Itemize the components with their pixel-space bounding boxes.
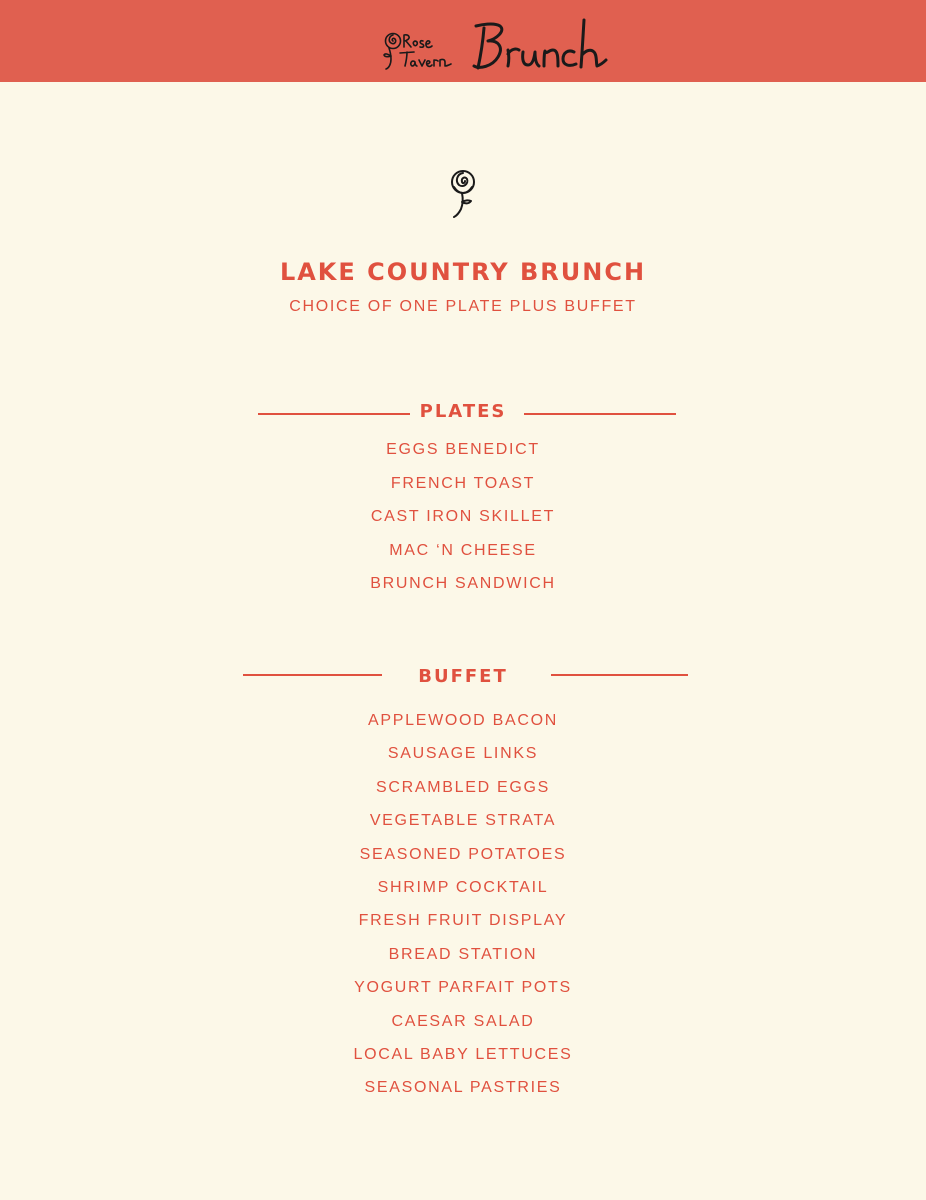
plates-heading: PLATES (419, 401, 507, 422)
buffet-item: SHRIMP COCKTAIL (377, 878, 549, 896)
plates-item: BRUNCH SANDWICH (370, 575, 556, 592)
buffet-item: VEGETABLE STRATA (369, 812, 557, 830)
buffet-item: SEASONED POTATOES (359, 845, 567, 863)
buffet-item: YOGURT PARFAIT POTS (354, 979, 572, 997)
plates-item: MAC ‘N CHEESE (389, 541, 537, 559)
plates-item: FRENCH TOAST (390, 474, 536, 492)
plates-list (0, 440, 926, 608)
plates-item: EGGS BENEDICT (386, 441, 540, 458)
buffet-item: SAUSAGE LINKS (387, 745, 539, 763)
buffet-item: BREAD STATION (388, 945, 538, 963)
buffet-heading: BUFFET (418, 666, 508, 687)
brunch-script-title (470, 12, 610, 74)
menu-subtitle: CHOICE OF ONE PLATE PLUS BUFFET (289, 298, 637, 315)
header-bar (0, 0, 926, 82)
rose-icon (446, 168, 480, 220)
buffet-item: FRESH FRUIT DISPLAY (358, 912, 568, 930)
buffet-item: APPLEWOOD BACON (368, 712, 558, 729)
menu-title: LAKE COUNTRY BRUNCH (279, 258, 647, 286)
buffet-list (0, 711, 926, 1112)
plates-item: CAST IRON SKILLET (370, 508, 556, 525)
buffet-rule-right (551, 674, 688, 676)
rose-tavern-logo[interactable] (382, 31, 454, 71)
buffet-item: LOCAL BABY LETTUCES (353, 1045, 573, 1063)
buffet-item: SCRAMBLED EGGS (375, 778, 551, 796)
buffet-item: CAESAR SALAD (391, 1012, 535, 1030)
buffet-item: SEASONAL PASTRIES (364, 1079, 562, 1097)
plates-rule-right (524, 413, 676, 415)
